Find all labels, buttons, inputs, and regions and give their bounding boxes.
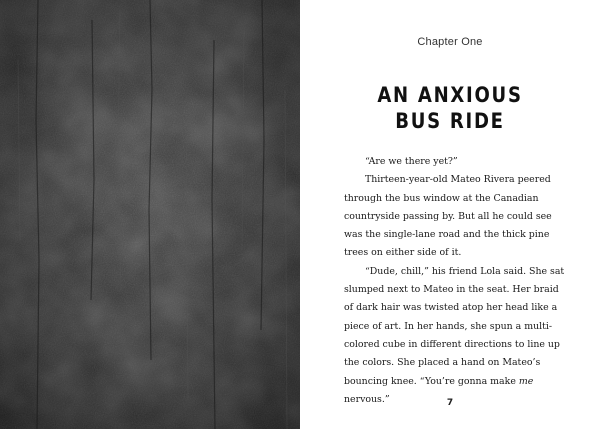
body-text <box>344 153 570 409</box>
chapter-title-line-2: BUS RIDE <box>395 109 505 133</box>
paragraph-3-text: “Dude, chill,” his friend Lola said. She sat slumped next to Mateo in the seat. Her braid of dark hair was twisted atop her head like a piece of art. In her hands, she spun a multi-colored cube in different directions to line up the colors. She placed a hand on Mateo’s bouncing knee. “You’re gonna make <box>344 265 565 387</box>
paragraph-1-text: “Are we there yet?” <box>365 156 458 167</box>
chapter-label: Chapter One <box>417 36 483 48</box>
paragraph-3-emphasis: me <box>518 375 534 387</box>
paragraph-2 <box>344 171 570 262</box>
paragraph-1 <box>344 153 570 171</box>
chapter-title-line-1: AN ANXIOUS <box>377 83 523 107</box>
paragraph-3-text-after: nervous.” <box>344 393 390 405</box>
paragraph-3 <box>344 263 570 409</box>
paragraph-2-text: Thirteen-year-old Mateo Rivera peered through the bus window at the Canadian countryside passing by. But all he could see was the single-lane road and the thick pine trees on either side of it. <box>344 174 552 259</box>
chapter-title <box>321 82 579 134</box>
page-number: 7 <box>446 398 454 408</box>
right-page-text <box>300 0 600 429</box>
